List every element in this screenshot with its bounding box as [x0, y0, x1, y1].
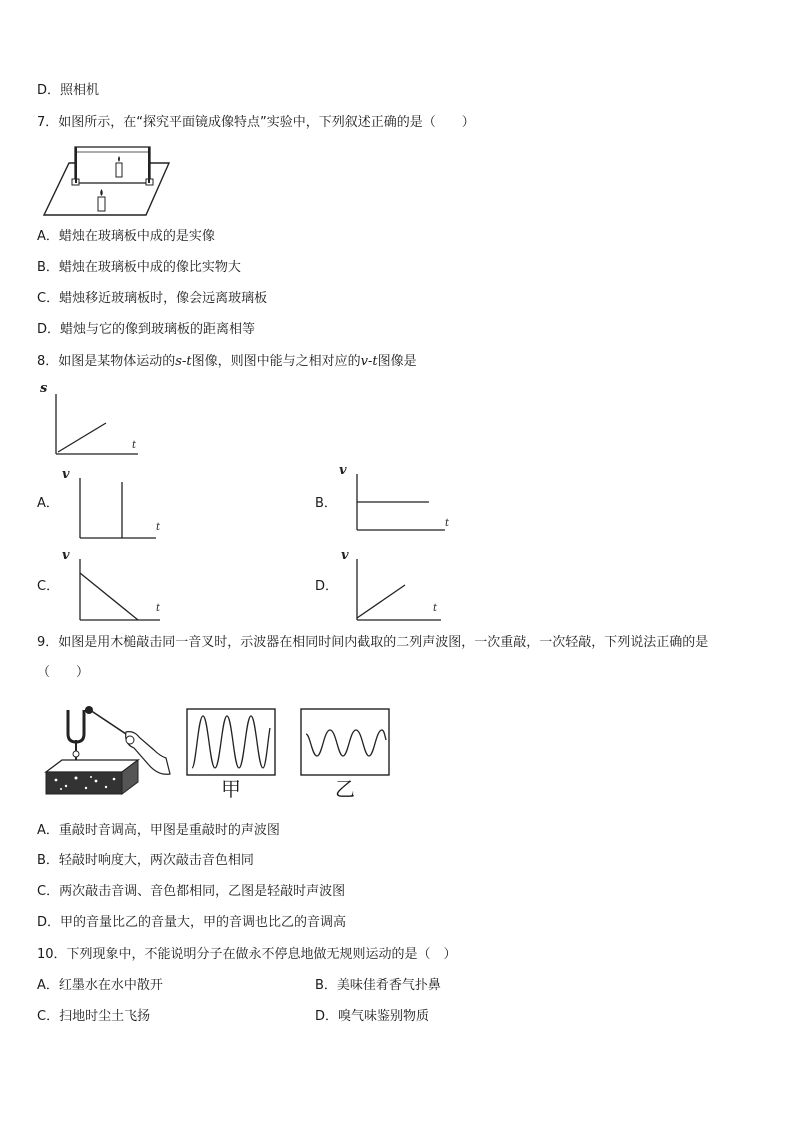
q10-option-d: D．嗅气味鉴别物质: [315, 1009, 430, 1024]
q8-stem-vt: v-t: [360, 354, 378, 369]
st-axis-s-label: s: [40, 381, 48, 396]
q7-stem: 7．如图所示，在“探究平面镜成像特点”实验中，下列叙述正确的是（ ）: [37, 115, 475, 130]
waveform-jia: [186, 708, 276, 776]
st-graph-line: [58, 423, 106, 452]
q6-option-d: D．照相机: [37, 83, 100, 98]
waveform-yi-label: 乙: [335, 777, 355, 801]
q8-stem: [37, 353, 417, 371]
q8-option-a-label: A．: [37, 496, 59, 511]
q9-paren: （ ）: [37, 665, 90, 680]
q10-stem: 10．下列现象中，不能说明分子在做永不停息地做无规则运动的是（ ）: [37, 947, 457, 962]
q10-option-a: A．红墨水在水中散开: [37, 978, 163, 993]
st-axis-t-label: t: [132, 440, 137, 451]
q9-option-b: B．轻敲时响度大，两次敲击音色相同: [37, 853, 254, 868]
q8-stem-part1: 8．如图是某物体运动的: [37, 354, 176, 369]
q10-option-c: C．扫地时尘土飞扬: [37, 1009, 151, 1024]
q9-option-d: D．甲的音量比乙的音量大，甲的音调也比乙的音调高: [37, 915, 347, 930]
vt-b-axis-t-label: t: [445, 518, 450, 529]
vt-c-axis-t-label: t: [156, 603, 161, 614]
q7-option-d: D．蜡烛与它的像到玻璃板的距离相等: [37, 322, 256, 337]
waveform-yi: [300, 708, 390, 776]
q8-stem-part3: 图像是: [377, 354, 417, 369]
tuning-fork-figure: [42, 704, 172, 799]
q8-stem-st: s-t: [175, 354, 192, 369]
q8-option-c-label: C．: [37, 579, 60, 594]
vt-d-graph-line: [357, 585, 405, 618]
vt-b-axis-v-label: v: [339, 463, 347, 478]
q7-option-a: A．蜡烛在玻璃板中成的是实像: [37, 229, 215, 244]
plane-mirror-apparatus-figure: [42, 143, 172, 217]
vt-c-axis-v-label: v: [62, 548, 70, 563]
vt-c-graph-line: [80, 573, 138, 620]
vt-d-axis-t-label: t: [433, 603, 438, 614]
q8-option-d-label: D．: [315, 579, 339, 594]
st-graph: [38, 378, 148, 458]
vt-graph-option-b: [333, 458, 450, 538]
vt-graph-option-a: [56, 462, 166, 542]
q9-option-a: A．重敲时音调高，甲图是重敲时的声波图: [37, 823, 280, 838]
vt-graph-option-d: [333, 545, 443, 625]
vt-graph-option-c: [56, 545, 166, 625]
vt-a-axis-v-label: v: [62, 467, 70, 482]
q8-stem-part2: 图像，则图中能与之相对应的: [191, 354, 361, 369]
q9-stem: 9．如图是用木槌敲击同一音叉时，示波器在相同时间内截取的二列声波图，一次重敲，一次轻敲，下列说法正确的是: [37, 635, 709, 650]
q8-option-b-label: B．: [315, 496, 337, 511]
q9-option-c: C．两次敲击音调、音色都相同，乙图是轻敲时声波图: [37, 884, 346, 899]
q7-option-b: B．蜡烛在玻璃板中成的像比实物大: [37, 260, 241, 275]
vt-d-axis-v-label: v: [341, 548, 349, 563]
vt-a-axis-t-label: t: [156, 522, 161, 533]
q7-option-c: C．蜡烛移近玻璃板时，像会远离玻璃板: [37, 291, 268, 306]
waveform-jia-label: 甲: [221, 777, 241, 801]
q10-option-b: B．美味佳肴香气扑鼻: [315, 978, 441, 993]
